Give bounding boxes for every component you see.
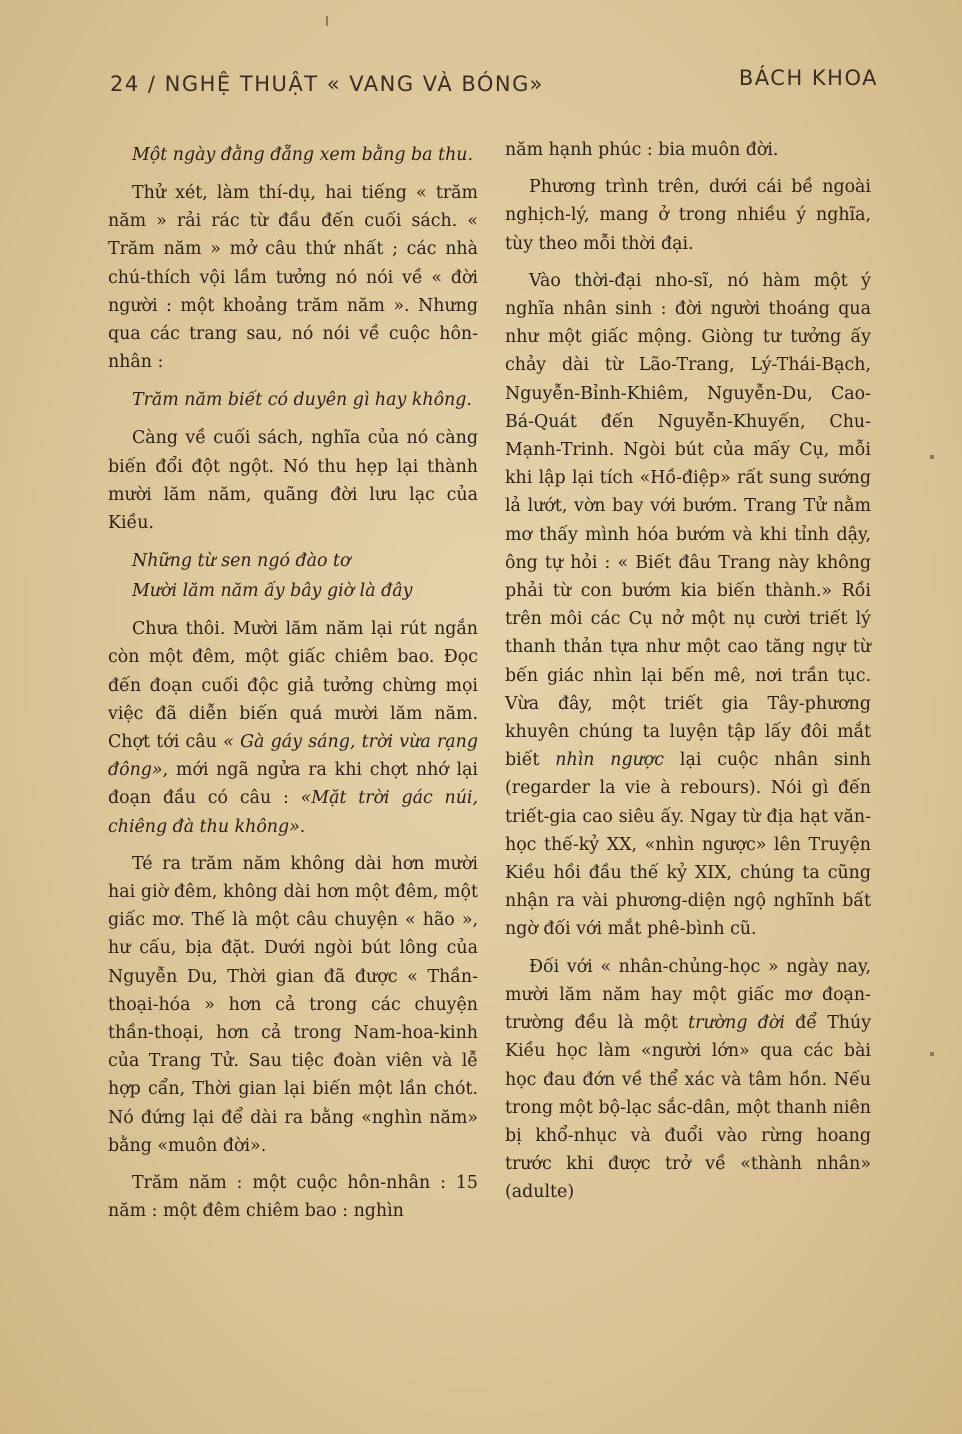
text-run: Chưa thôi. Mười lăm năm lại rút ngắn còn một đêm, một giấc chiêm bao. Đọc đến đoạn cuối độc giả tưởng chừng mọi việc đã diễn biến quá mười lăm năm. Chợt tới câu [108, 619, 478, 753]
emphasis: trường đời [688, 1013, 785, 1034]
paper-mark [326, 16, 328, 26]
paper-mark [930, 455, 934, 459]
paper-mark [930, 1052, 934, 1056]
running-header [110, 62, 878, 102]
paragraph: Trăm năm : một cuộc hôn-nhân : 15 năm : một đêm chiêm bao : nghìn [108, 1173, 478, 1222]
text-run: , mới ngã ngửa ra khi chợt nhớ lại đoạn đầu có câu : [108, 760, 478, 809]
emphasis: nhìn ngược [555, 750, 665, 771]
verse-line: Mười lăm năm ấy bây giờ là đây [132, 581, 413, 602]
quoted-verse: « Gà gáy sáng, trời vừa rạng đông» [108, 732, 478, 781]
text-run: Vào thời-đại nho-sĩ, nó hàm một ý nghĩa nhân sinh : đời người thoáng qua như một giấc mộng. Giòng tư tưởng ấy chảy dài từ Lão-Trang, Lý-Thái-Bạch, Nguyễn-Bỉnh-Khiêm, Nguyễn-Du, Cao-Bá-Quát đến Nguyễn-Khuyến, Chu-Mạnh-Trinh. Ngòi bút của mấy Cụ, mỗi khi lập lại tích «Hồ-điệp» rất sung sướng lả lướt, vờn bay với bướm. Trang Tử nằm mơ thấy mình hóa bướm và khi tỉnh dậy, ông tự hỏi : « Biết đâu Trang này không phải từ con bướm kia biến thành.» Rồi trên môi các Cụ nở một nụ cười triết lý thanh thản tựa như một cao tăng ngự từ bến giác nhìn lại bến mê, nơi trần tục. Vừa đây, một triết gia Tây-phương khuyên chúng ta luyện tập lấy đôi mắt biết [505, 270, 871, 771]
text-run: Đối với « nhân-chủng-học » ngày nay, mười lăm năm hay một giấc mơ đoạn-trường đều là một [505, 956, 871, 1034]
verse-line: Trăm năm biết có duyên gì hay không. [132, 390, 472, 411]
right-column [505, 136, 871, 1207]
text-run: . [299, 816, 306, 837]
paragraph [108, 615, 478, 841]
paragraph [505, 953, 871, 1207]
paragraph: Té ra trăm năm không dài hơn mười hai giờ đêm, không dài hơn một đêm, một giấc mơ. Thế là một câu chuyện « hão », hư cấu, bịa đặt. Dưới ngòi bút lông của Nguyễn Du, Thời gian đã được « Thần-thoại-hóa » hơn cả trong các chuyện thần-thoại, hơn cả trong Nam-hoa-kinh của Trang Tử. Sau tiệc đoàn viên và lễ hợp cẩn, Thời gian lại biến một lần chót. Nó đứng lại để dài ra bằng «nghìn năm» bằng «muôn đời». [108, 853, 478, 1156]
verse-line: Một ngày đằng đẵng xem bằng ba thu. [132, 145, 473, 165]
magazine-name: BÁCH KHOA [738, 66, 878, 90]
paragraph [505, 267, 871, 944]
page-number-and-title: 24 / NGHỆ THUẬT « VANG VÀ BÓNG» [110, 72, 544, 96]
paragraph: Thử xét, làm thí-dụ, hai tiếng « trăm năm » rải rác từ đầu đến cuối sách. « Trăm năm » mở câu thứ nhất ; các nhà chú-thích vội lầm tưởng nó nói về « đời người : một khoảng trăm năm ». Nhưng qua các trang sau, nó nói về cuộc hôn-nhân : [108, 183, 478, 373]
paragraph: Càng về cuối sách, nghĩa của nó càng biến đổi đột ngột. Nó thu hẹp lại thành mười lăm năm, quãng đời lưu lạc của Kiều. [108, 428, 478, 534]
quoted-verse: «Mặt trời gác núi, chiêng đà thu không» [108, 788, 478, 837]
paragraph-continued: năm hạnh phúc : bia muôn đời. [505, 140, 779, 160]
verse-line: Những từ sen ngó đào tơ [132, 551, 351, 572]
left-column [108, 140, 478, 1226]
text-run: lại cuộc nhân sinh (regarder la vie à rebours). Nói gì đến triết-gia cao siêu ấy. Ngay từ địa hạt văn-học thế-kỷ XX, «nhìn ngược» lên Truyện Kiều hồi đầu thế kỷ XIX, chúng ta cũng nhận ra vài phương-diện ngộ nghĩnh bất ngờ đối với mắt phê-bình cũ. [505, 750, 871, 940]
paragraph: Phương trình trên, dưới cái bề ngoài nghịch-lý, mang ở trong nhiều ý nghĩa, tùy theo mỗi thời đại. [505, 177, 871, 254]
text-run: để Thúy Kiều học làm «người lớn» qua các bài học đau đớn về thể xác và tâm hồn. Nếu trong một bộ-lạc sắc-dân, một thanh niên bị khổ-nhục và đuổi vào rừng hoang trước khi được trở về «thành nhân» (adulte) [505, 1013, 872, 1203]
